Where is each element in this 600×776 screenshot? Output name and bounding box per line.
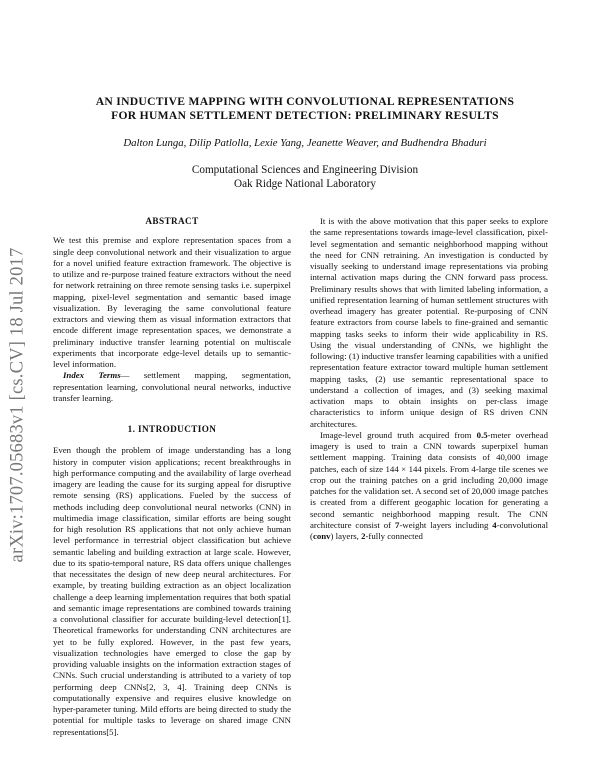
- p3-bold-weight-layers: 7: [395, 519, 400, 530]
- right-column: [310, 216, 548, 542]
- p3-text-i: ) layers,: [330, 531, 362, 541]
- introduction-heading: 1. INTRODUCTION: [127, 424, 217, 434]
- paper-title: [50, 95, 560, 122]
- author-list: Dalton Lunga, Dilip Patlolla, Lexie Yang, Jeanette Weaver, and Budhendra Bhaduri: [123, 137, 487, 149]
- p3-bold-conv-count: 4: [492, 519, 497, 530]
- paper-title-line1: AN INDUCTIVE MAPPING WITH CONVOLUTIONAL REPRESENTATIONS: [95, 95, 515, 108]
- paper-title-line2: FOR HUMAN SETTLEMENT DETECTION: PRELIMINARY RESULTS: [111, 108, 499, 122]
- abstract-heading: ABSTRACT: [145, 216, 199, 226]
- p3-text-a: Image-level ground truth acquired from: [320, 429, 477, 440]
- affiliation: [50, 163, 560, 191]
- left-column: [53, 216, 291, 738]
- abstract-text: We test this premise and explore representation spaces from a single deep convolutional network and their visualization to argue for a novel unified feature extraction framework. The objective is to utilize and re-purpose trained feature extractors without the need for network retraining on three remote sensing tasks i.e. superpixel mapping, pixel-level segmentation and semantic based image visualization. By leveraging the same convolutional feature extractors and viewing them as visual information extractors that encode different image representation spaces, we demonstrate a preliminary inductive transfer learning potential on multiscale experiments that incorporate edge-level details up to semantic-level information.: [53, 235, 291, 369]
- arxiv-stamp-text: arXiv:1707.05683v1 [cs.CV] 18 Jul 2017: [7, 247, 28, 563]
- intro-paragraph-1: Even though the problem of image understanding has a long history in computer vision applications; recent breakthroughs in high performance computing and the availability of large overhead imagery are leading the cause for its surging appeal for disruptive remote sensing (RS) applications. Fueled by the success of methods including deep convolutional neural networks (CNN) in multimedia image classification, similar efforts are being sought for high resolution RS applications that not only achieve human level performance in terrestrial object classification but achieve semantic labeling and building extraction at large scale. However, due to its spatio-temporal nature, RS data offers unique challenges that necessitates the design of new deep neural architectures. For example, by treating building extraction as an object localization challenge a deep learning implementation requires that both spatial and semantic image representations are combined towards training a convolutional classifier for accurate building-level detection[1]. Theoretical frameworks for understanding CNN architectures are yet to be fully explored. However, in the past few years, visualization technologies have emerged to close the gap by providing valuable insights on the information extraction stages of CNNs. Such crucial understanding is attributed to a variety of top performing deep CNNs[2, 3, 4]. Training deep CNNs is computationally expensive and requires elusive knowledge on hyper-parameter tuning. Mild efforts are being directed to study the potential for multiple tasks to leverage on shared image CNN representations[5].: [53, 445, 291, 737]
- index-terms-label: Index Terms: [63, 370, 121, 381]
- arxiv-stamp: [4, 205, 32, 605]
- p3-text-c: -meter overhead imagery is used to train a CNN towards superpixel human settlement mapping. Training data consists of 40,000 image patches, each of size 144 × 144 pixels. From 4-large tile scenes we crop out the training patches on a grid including 20,000 image patches for the validation set. A second set of 20,000 image patches is created from a different geogaphic location for generating a second semantic neighborhood mapping result. The CNN architecture consist of: [310, 429, 549, 530]
- affiliation-lab: Oak Ridge National Laboratory: [234, 178, 376, 190]
- intro-paragraph-2: It is with the above motivation that this paper seeks to explore the same representations towards image-level classification, pixel-level segmentation and semantic neighborhood mapping without the need for CNN retraining. An investigation is conducted by visually seeking to understand image representations via probing internal activation maps during the CNN forward pass process. Preliminary results shows that with limited labeling information, a unified representation learning of human settlement structures with overhead imagery has greater potential. Re-purposing of CNN feature extractors from course labels to fine-grained and semantic mapping tasks seeks to inform their wide applicability in RS. Using the visual understanding of CNNs, we highlight the following: (1) inductive transfer learning capabilities with a unified representation feature extractor toward multiple human settlement mapping tasks, (2) use semantic representational space to understand a collection of images, and (3) seeking maximal activation maps to obtain insights on per-class image characteristics to inform unique design of RS driven CNN architectures.: [310, 216, 548, 429]
- p3-text-g: -convolutional (: [310, 519, 549, 541]
- p3-text-k: -fully connected: [365, 531, 423, 541]
- p3-text-e: -weight layers including: [399, 519, 493, 530]
- p3-bold-fc-count: 2: [361, 531, 366, 541]
- intro-paragraph-3: [310, 430, 548, 543]
- affiliation-division: Computational Sciences and Engineering Division: [191, 164, 419, 176]
- index-terms-text: — settlement mapping, segmentation, representation learning, convolutional neural networks, inductive transfer learning.: [53, 370, 291, 403]
- p3-bold-resolution: 0.5: [476, 429, 488, 440]
- p3-bold-conv: conv: [312, 531, 331, 541]
- index-terms: [53, 370, 291, 404]
